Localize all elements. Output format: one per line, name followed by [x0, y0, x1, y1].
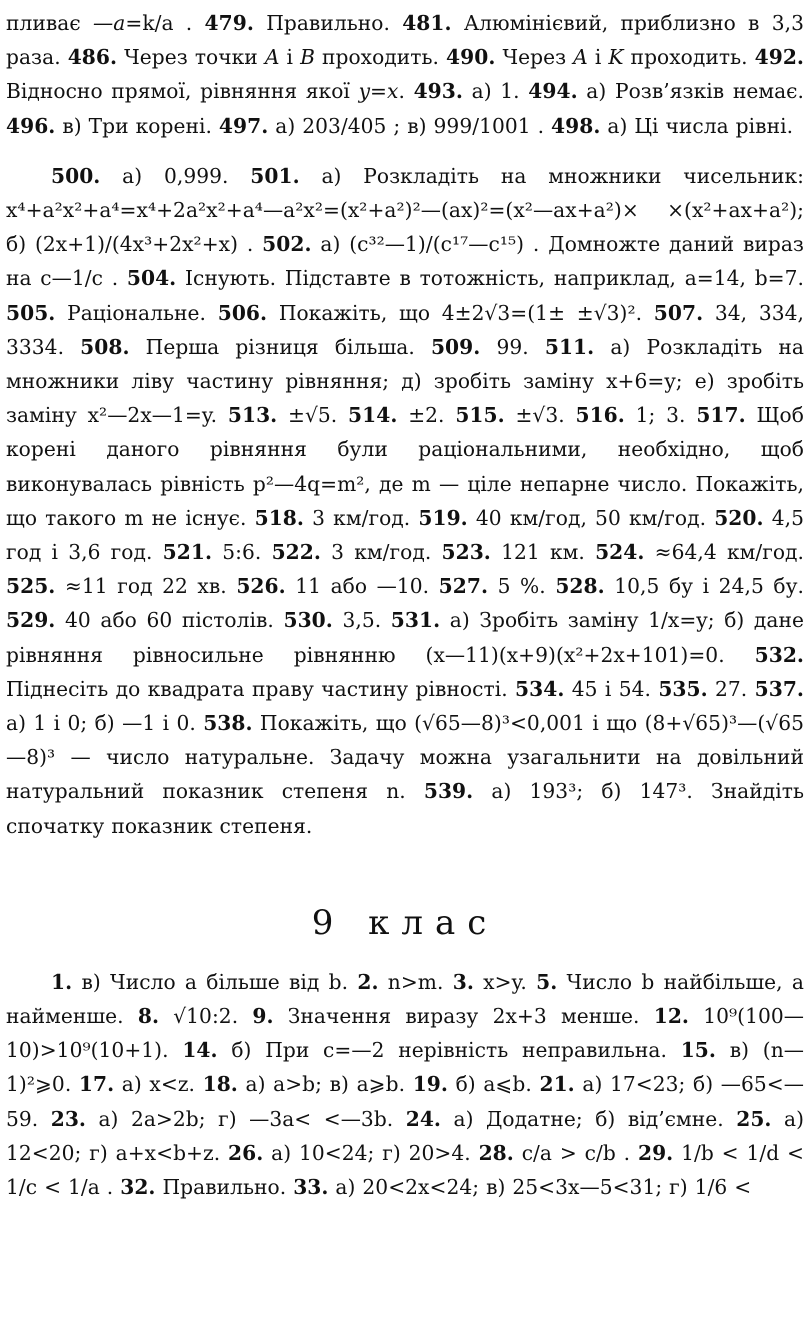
answer-text: 1/b < 1/d < 1/c < 1/a .: [6, 1140, 804, 1200]
problem-number: 26.: [228, 1140, 264, 1165]
answer-text: і: [587, 45, 609, 70]
math-variable: B: [300, 45, 315, 70]
answer-text: 121 км.: [490, 540, 596, 565]
problem-number: 18.: [202, 1072, 238, 1097]
answer-text: ±√5.: [277, 403, 349, 428]
problem-number: 8.: [137, 1004, 160, 1029]
problem-number: 532.: [754, 642, 804, 667]
problem-number: 539.: [423, 779, 474, 804]
problem-number: 502.: [262, 232, 312, 257]
answer-text: Алюмінієвий, приблизно в 3,3 раза.: [6, 11, 804, 70]
problem-number: 501.: [250, 163, 300, 188]
problem-number: 2.: [357, 969, 379, 994]
answer-text: а) x<z.: [114, 1072, 203, 1097]
answer-text: проходить.: [623, 45, 755, 70]
answer-text: ±√3.: [504, 403, 576, 428]
math-variable: A: [573, 45, 588, 70]
answer-text: 40 або 60 пістолів.: [55, 608, 284, 633]
answer-text: а) 1 і 0; б) —1 і 0.: [6, 711, 204, 736]
problem-number: 496.: [6, 113, 56, 138]
answer-text: Через точки: [117, 45, 265, 70]
problem-number: 494.: [528, 79, 578, 104]
answer-text: а) 10<24; г) 20>4.: [263, 1140, 479, 1165]
answer-text: 1; 3.: [624, 403, 697, 428]
answer-text: √10:2.: [159, 1004, 253, 1029]
answer-text: а) 203/405 ; в) 999/1001 .: [268, 113, 552, 138]
problem-number: 17.: [78, 1072, 115, 1097]
problem-number: 523.: [441, 540, 491, 565]
answer-text: в) Число a більше від b.: [72, 969, 358, 994]
answer-text: і: [279, 45, 301, 70]
answer-text: Значення виразу 2x+3 менше.: [273, 1004, 654, 1029]
answer-text: 34, 334, 3334.: [6, 300, 804, 359]
problem-number: 21.: [539, 1072, 575, 1097]
answer-text: а) Зробіть заміну 1/x=y; б) дане рівняння рівносильне рівнянню (x—11)(x+9)(x²+2x+101)=0.: [6, 608, 805, 667]
answer-text: k/a .: [142, 11, 205, 35]
problem-number: 33.: [293, 1175, 329, 1200]
answer-text: а) a>b; в) a⩾b.: [237, 1072, 413, 1097]
answer-text: 45 і 54.: [564, 676, 659, 701]
answer-text: а) 0,999.: [100, 163, 251, 188]
answer-text: Щоб корені даного рівняння були раціональними, необхідно, щоб виконувалась рівність p²—4q=m², де m — ціле непарне число. Покажіть, що такого m не існує.: [6, 403, 804, 530]
answer-text: а) Ці числа рівні.: [600, 113, 794, 138]
answer-text: 11 або —10.: [285, 574, 439, 599]
problem-number: 1.: [51, 969, 73, 994]
answer-text: а) Додатне; б) від’ємне.: [441, 1106, 737, 1131]
answer-text: Піднесіть до квадрата праву частину рівності.: [6, 676, 516, 701]
problem-number: 490.: [446, 45, 496, 70]
problem-number: 520.: [714, 505, 764, 530]
answers-paragraph-2: [6, 159, 804, 843]
answer-text: Правильно.: [253, 11, 403, 35]
answer-text: x>y.: [473, 969, 537, 994]
math-variable: —a=: [93, 11, 143, 35]
problem-number: 509.: [430, 334, 481, 359]
problem-number: 531.: [390, 608, 441, 633]
answer-text: Відносно прямої, рівняння якої: [6, 79, 359, 104]
problem-number: 513.: [227, 403, 278, 428]
problem-number: 526.: [236, 574, 286, 599]
answer-text: Раціональне.: [55, 300, 218, 325]
problem-number: 15.: [680, 1038, 716, 1063]
problem-number: 537.: [754, 676, 804, 701]
problem-number: 24.: [405, 1106, 442, 1131]
problem-number: 23.: [50, 1106, 86, 1131]
problem-number: 517.: [696, 403, 746, 428]
answer-text: а) 20<2x<24; в) 25<3x—5<31; г) 1/6 <: [328, 1175, 752, 1200]
answers-paragraph-1: [6, 6, 804, 143]
problem-number: 507.: [653, 300, 704, 325]
problem-number: 505.: [6, 300, 56, 325]
problem-number: 14.: [182, 1038, 218, 1063]
problem-number: 9.: [252, 1004, 274, 1029]
problem-number: 525.: [6, 574, 56, 599]
problem-number: 521.: [162, 540, 213, 565]
answer-text: а) 17<23; б) —65<—59.: [6, 1072, 804, 1131]
problem-number: 534.: [515, 676, 565, 701]
answer-text: а) 1.: [462, 79, 529, 104]
problem-number: 479.: [204, 11, 254, 35]
answer-text: 10,5 бу і 24,5 бу.: [604, 574, 804, 599]
section-title: 9 клас: [311, 902, 499, 943]
answer-text: Покажіть, що 4±2√3=(1± ±√3)².: [267, 300, 654, 325]
answer-text: а) Розв’язків немає.: [577, 79, 804, 104]
problem-number: 3.: [452, 969, 474, 994]
problem-number: 504.: [126, 266, 177, 291]
problem-number: 515.: [455, 403, 505, 428]
answer-text: 3 км/год.: [320, 540, 442, 565]
answer-text: пливає: [6, 11, 94, 35]
answer-text: Перша різниця більша.: [129, 334, 431, 359]
answers-paragraph-grade9: [6, 965, 804, 1204]
answer-text: 3 км/год.: [303, 505, 419, 530]
problem-number: 516.: [575, 403, 625, 428]
problem-number: 527.: [438, 574, 489, 599]
problem-number: 500.: [51, 163, 101, 188]
problem-number: 497.: [218, 113, 269, 138]
problem-number: 508.: [80, 334, 130, 359]
problem-number: 492.: [754, 45, 804, 70]
answer-text: б) a⩽b.: [447, 1072, 540, 1097]
answer-text: n>m.: [378, 969, 453, 994]
answer-text: Число b найбільше, a найменше.: [6, 969, 804, 1029]
answer-text: Існують. Підставте в тотожність, наприклад, a=14, b=7.: [176, 266, 805, 291]
answer-text: а) 12<20; г) a+x<b+z.: [6, 1106, 804, 1165]
answer-text: 10⁹(100—10)>10⁹(10+1).: [6, 1004, 804, 1063]
problem-number: 514.: [348, 403, 398, 428]
problem-number: 524.: [595, 540, 645, 565]
problem-number: 535.: [658, 676, 708, 701]
problem-number: 506.: [217, 300, 268, 325]
problem-number: 493.: [413, 79, 463, 104]
problem-number: 12.: [653, 1004, 689, 1029]
problem-number: 511.: [544, 334, 595, 359]
math-variable: K: [608, 45, 624, 70]
answer-text: Правильно.: [155, 1175, 294, 1200]
answer-text: 27.: [707, 676, 755, 701]
answer-text: ≈64,4 км/год.: [644, 540, 805, 565]
answer-text: а) 2a>2b; г) —3a< <—3b.: [86, 1106, 406, 1131]
answer-text: в) Три корені.: [55, 113, 219, 138]
problem-number: 28.: [478, 1140, 514, 1165]
problem-number: 530.: [283, 608, 333, 633]
problem-number: 519.: [418, 505, 468, 530]
answer-text: Покажіть, що (√65—8)³<0,001 і що (8+√65)³—(√65—8)³ — число натуральне. Задачу можна узагальнити на довільний натуральний показник степеня n.: [6, 711, 804, 804]
problem-number: 25.: [736, 1106, 772, 1131]
problem-number: 29.: [637, 1140, 674, 1165]
answer-text: 40 км/год, 50 км/год.: [467, 505, 715, 530]
answer-text: 99.: [480, 334, 545, 359]
problem-number: 486.: [67, 45, 118, 70]
answer-text: в) (n—1)²⩾0.: [6, 1038, 804, 1097]
problem-number: 528.: [555, 574, 605, 599]
answer-text: ≈11 год 22 хв.: [55, 574, 237, 599]
problem-number: 498.: [551, 113, 601, 138]
answer-text: 5 %.: [488, 574, 556, 599]
problem-number: 19.: [412, 1072, 448, 1097]
problem-number: 32.: [120, 1175, 156, 1200]
answer-text: проходить.: [314, 45, 447, 70]
answer-text: а) Розкладіть на множники ліву частину рівняння; д) зробіть заміну x+6=y; е) зробіть заміну x²—2x—1=y.: [6, 334, 804, 428]
problem-number: 538.: [203, 711, 253, 736]
problem-number: 5.: [536, 969, 558, 994]
paragraph-gap: [6, 143, 804, 159]
math-variable: y=x: [358, 79, 399, 104]
answer-text: 3,5.: [332, 608, 391, 633]
answer-text: c/a > c/b .: [513, 1140, 638, 1165]
math-variable: A: [264, 45, 280, 70]
answer-text: а) (c³²—1)/(c¹⁷—c¹⁵) . Домножте даний вираз на c—1/c .: [6, 232, 804, 291]
answer-text: 5:6.: [212, 540, 272, 565]
answer-text: 4,5 год і 3,6 год.: [6, 505, 804, 565]
problem-number: 529.: [6, 608, 56, 633]
answer-text: а) Розкладіть на множники чисельник: x⁴+a²x²+a⁴=x⁴+2a²x²+a⁴—a²x²=(x²+a²)²—(ax)²=(x²—ax+a²)× ×(x²+ax+a²); б) (2x+1)/(4x³+2x²+x) .: [6, 163, 804, 257]
answer-text: а) 193³; б) 147³. Знайдіть спочатку показник степеня.: [6, 779, 804, 838]
answer-text: б) При c=—2 нерівність неправильна.: [217, 1038, 681, 1063]
answer-text: ±2.: [397, 403, 456, 428]
answer-text: Через: [495, 45, 574, 70]
problem-number: 518.: [254, 505, 304, 530]
answer-text: .: [398, 79, 414, 104]
problem-number: 522.: [271, 540, 321, 565]
problem-number: 481.: [402, 11, 452, 35]
